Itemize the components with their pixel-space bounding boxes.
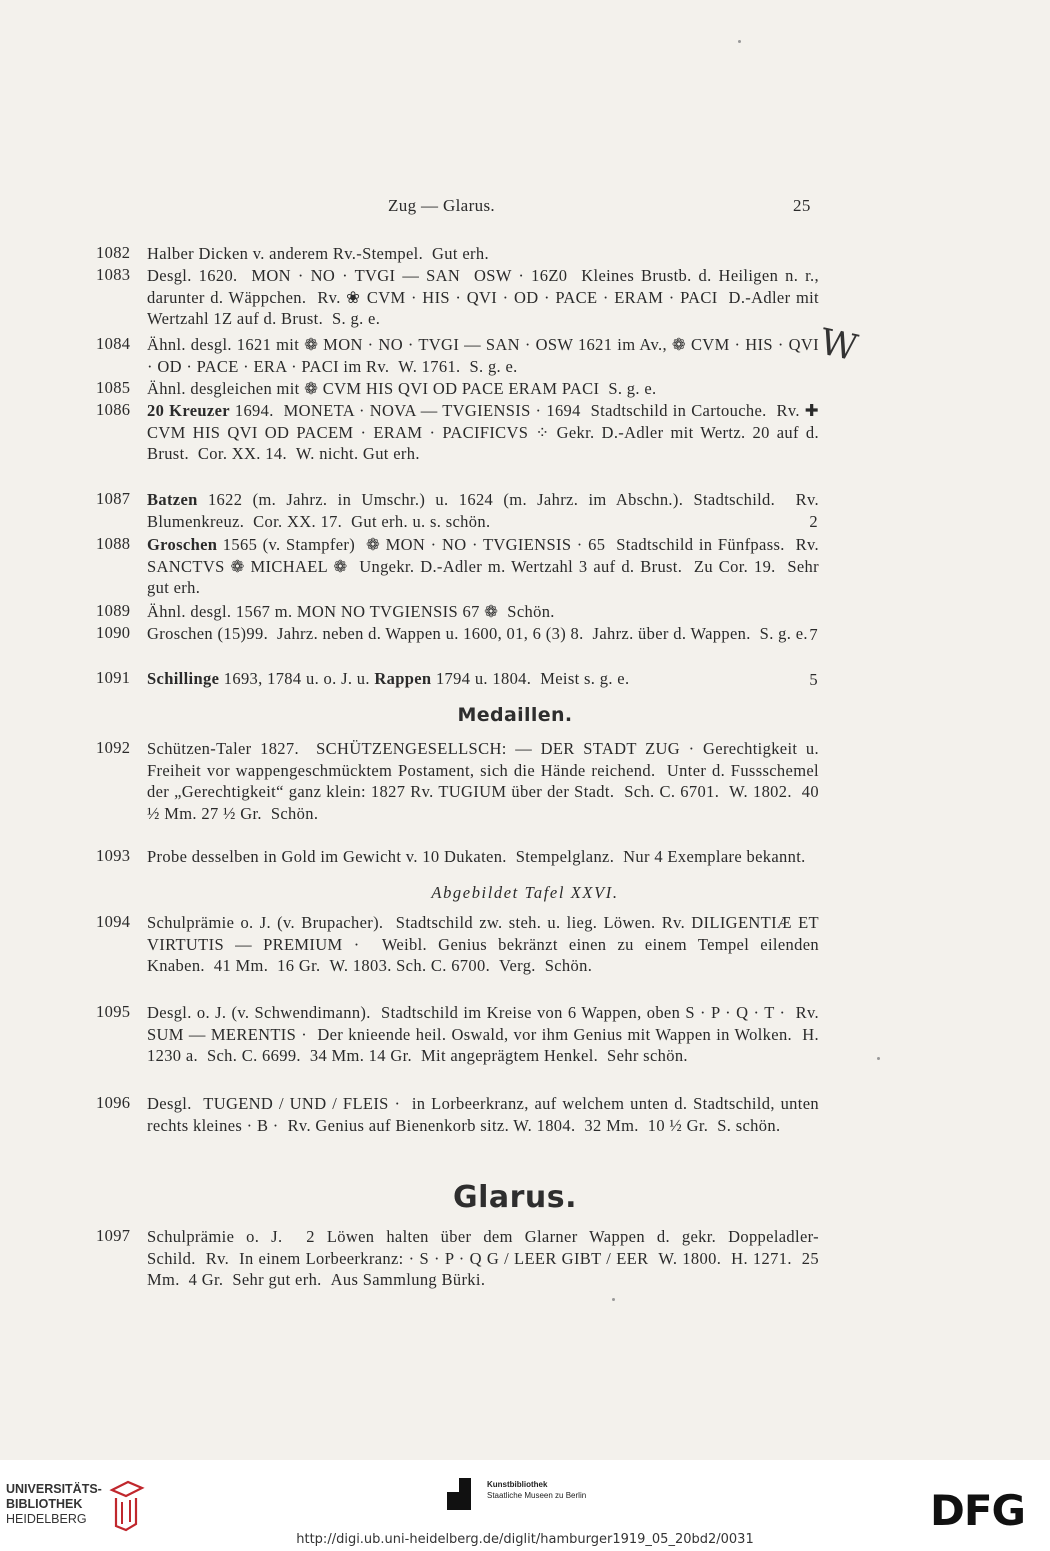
lot-number: 1086 [96, 400, 131, 419]
page-number: 25 [793, 196, 811, 215]
catalogue-entry-1082 [96, 243, 826, 265]
catalogue-entry-1096 [96, 1093, 826, 1136]
lot-number: 1092 [96, 738, 131, 757]
ub-heidelberg-emblem-icon [106, 1480, 146, 1532]
dfg-logo[interactable]: DFG [930, 1486, 1026, 1535]
catalogue-entry-1086 [96, 400, 826, 465]
lot-number: 1094 [96, 912, 131, 931]
page-header [0, 196, 1050, 220]
kb-line: Staatliche Museen zu Berlin [487, 1490, 587, 1500]
digitization-footer [0, 1460, 1050, 1551]
lot-description: Desgl. 1620. MON · NO · TVGI — SAN OSW · 16Z0 Kleines Brustb. d. Heiligen n. r., darunter d. Wäppchen. Rv. ❀ CVM · HIS · QVI · OD · PACE · ERAM · PACI D.-Adler mit Wertzahl 1Z auf d. Brust. S. g. e. [147, 266, 819, 329]
catalogue-entry-1094 [96, 912, 826, 977]
catalogue-entry-1090 [96, 623, 826, 645]
catalogue-entry-1093 [96, 846, 826, 868]
lot-number: 1089 [96, 601, 131, 620]
section-heading-glarus: Glarus. [452, 1180, 578, 1215]
lot-number: 1087 [96, 489, 131, 508]
lot-description: Schützen-Taler 1827. SCHÜTZENGESELLSCH: — DER STADT ZUG · Gerechtigkeit u. Freiheit vor wappengeschmücktem Postament, sich die Hände reichend. Unter d. Fussschemel der „Gerechtigkeit“ ganz klein: 1827 Rv. TUGIUM über der Stadt. Sch. C. 6701. W. 1802. 40 ½ Mm. 27 ½ Gr. Schön. [147, 739, 819, 824]
lot-description: Schulprämie o. J. 2 Löwen halten über dem Glarner Wappen d. gekr. Doppeladler-Schild. Rv. In einem Lorbeerkranz: · S · P · Q G / LEER GIBT / EER W. 1800. H. 1271. 25 Mm. 4 Gr. Sehr gut erh. Aus Sammlung Bürki. [147, 1227, 819, 1290]
permalink-url[interactable]: http://digi.ub.uni-heidelberg.de/diglit/hamburger1919_05_20bd2/0031 [296, 1532, 754, 1547]
lot-number: 1097 [96, 1226, 131, 1245]
plate-reference: Abgebildet Tafel XXVI. [431, 883, 619, 902]
lot-description: Groschen 1565 (v. Stampfer) ❁ MON · NO · TVGIENSIS · 65 Stadtschild in Fünfpass. Rv. SANCTVS ❁ MICHAEL ❁ Ungekr. D.-Adler m. Wertzahl 3 auf d. Brust. Zu Cor. 19. Sehr gut erh. [147, 535, 819, 598]
lot-number: 1084 [96, 334, 131, 353]
lot-number: 1083 [96, 265, 131, 284]
lot-number: 1088 [96, 534, 131, 553]
catalogue-entry-1095 [96, 1002, 826, 1067]
lot-number: 1091 [96, 668, 131, 687]
lot-description: Desgl. o. J. (v. Schwendimann). Stadtschild im Kreise von 6 Wappen, oben S · P · Q · T · Rv. SUM — MERENTIS · Der knieende heil. Oswald, vor ihm Genius mit Wappen in Wolken. H. 1230 a. Sch. C. 6699. 34 Mm. 14 Gr. Mit angeprägtem Henkel. Sehr schön. [147, 1003, 819, 1066]
catalogue-entry-1085 [96, 378, 826, 400]
lot-description: Probe desselben in Gold im Gewicht v. 10 Dukaten. Stempelglanz. Nur 4 Exemplare bekannt. [147, 847, 806, 866]
ub-heidelberg-logo[interactable] [6, 1482, 102, 1527]
lot-number: 1085 [96, 378, 131, 397]
lot-description: Schillinge 1693, 1784 u. o. J. u. Rappen 1794 u. 1804. Meist s. g. e. [147, 669, 630, 688]
lot-number: 1090 [96, 623, 131, 642]
handwritten-margin-mark: W [816, 321, 862, 370]
lot-number: 1093 [96, 846, 131, 865]
catalogue-entry-1089 [96, 601, 826, 623]
lot-description: Batzen 1622 (m. Jahrz. in Umschr.) u. 1624 (m. Jahrz. im Abschn.). Stadtschild. Rv. Blumenkreuz. Cor. XX. 17. Gut erh. u. s. schön. [147, 490, 819, 531]
scan-speck [612, 1298, 615, 1301]
lot-estimate: 5 [809, 669, 818, 689]
lot-estimate: 7 [809, 624, 818, 644]
scan-speck [877, 1057, 880, 1060]
catalogue-entry-1087 [96, 489, 826, 532]
lot-description: Ähnl. desgleichen mit ❁ CVM HIS QVI OD PACE ERAM PACI S. g. e. [147, 379, 657, 398]
lot-description: Halber Dicken v. anderem Rv.-Stempel. Gut erh. [147, 244, 489, 263]
lot-description: Ähnl. desgl. 1567 m. MON NO TVGIENSIS 67 ❁ Schön. [147, 602, 555, 621]
lot-description: Ähnl. desgl. 1621 mit ❁ MON · NO · TVGI — SAN · OSW 1621 im Av., ❁ CVM · HIS · QVI · OD · PACE · ERA · PACI im Rv. W. 1761. S. g. e. [147, 335, 819, 376]
ub-logo-line: HEIDELBERG [6, 1512, 87, 1526]
kb-line: Kunstbibliothek [487, 1480, 548, 1489]
catalogue-entry-1088 [96, 534, 826, 599]
lot-description: Desgl. TUGEND / UND / FLEIS · in Lorbeerkranz, auf welchem unten d. Stadtschild, unten rechts kleines · B · Rv. Genius auf Bienenkorb sitz. W. 1804. 32 Mm. 10 ½ Gr. S. schön. [147, 1094, 819, 1135]
catalogue-entry-1083 [96, 265, 826, 330]
catalogue-entry-1092 [96, 738, 826, 825]
catalogue-entry-1084 [96, 334, 826, 377]
lot-estimate: 2 [809, 512, 818, 532]
ub-logo-line: UNIVERSITÄTS- [6, 1482, 102, 1496]
lot-number: 1095 [96, 1002, 131, 1021]
catalogue-entry-1091 [96, 668, 826, 690]
ub-logo-line: BIBLIOTHEK [6, 1497, 83, 1511]
kunstbibliothek-logo-icon [447, 1478, 471, 1510]
lot-number: 1082 [96, 243, 131, 262]
lot-description: 20 Kreuzer 1694. MONETA · NOVA — TVGIENSIS · 1694 Stadtschild in Cartouche. Rv. ✚ CVM HIS QVI OD PACEM · ERAM · PACIFICVS ⁘ Gekr. D.-Adler mit Wertz. 20 auf d. Brust. Cor. XX. 14. W. nicht. Gut erh. [147, 401, 819, 464]
kunstbibliothek-label[interactable] [487, 1480, 586, 1501]
lot-number: 1096 [96, 1093, 131, 1112]
scan-speck [738, 40, 741, 43]
running-title: Zug — Glarus. [388, 196, 496, 215]
catalogue-entry-1097 [96, 1226, 826, 1291]
lot-description: Schulprämie o. J. (v. Brupacher). Stadtschild zw. steh. u. lieg. Löwen. Rv. DILIGENTIÆ ET VIRTUTIS — PREMIUM · Weibl. Genius bekränzt einen zu einem Tempel eilenden Knaben. 41 Mm. 16 Gr. W. 1803. Sch. C. 6700. Verg. Schön. [147, 913, 819, 976]
lot-description: Groschen (15)99. Jahrz. neben d. Wappen u. 1600, 01, 6 (3) 8. Jahrz. über d. Wappen. S. g. e. [147, 624, 808, 643]
section-heading-medaillen: Medaillen. [457, 704, 573, 726]
